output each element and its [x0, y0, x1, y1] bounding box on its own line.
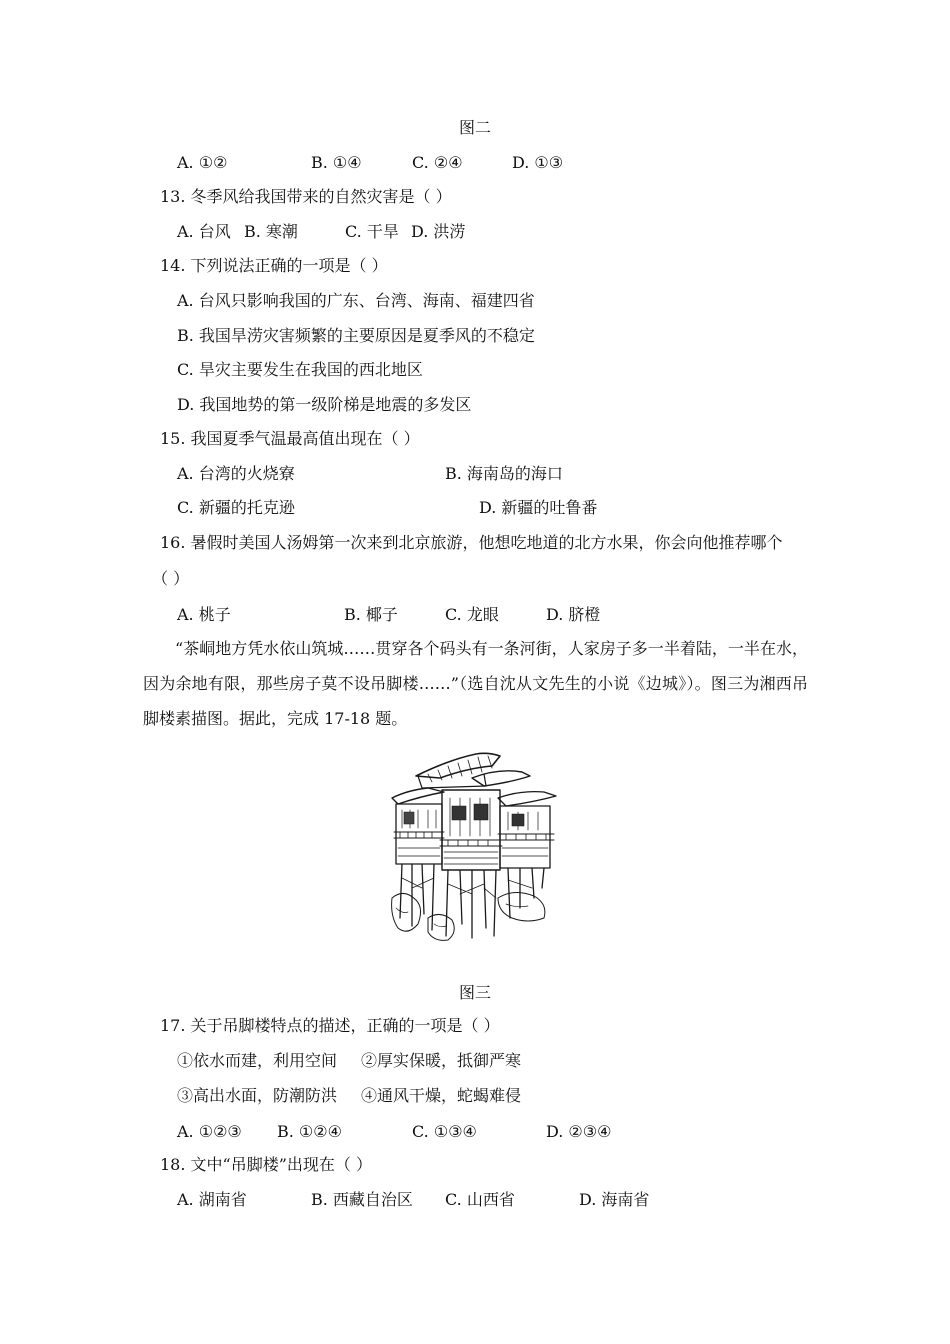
- q18-option-b: B. 西藏自治区: [311, 1190, 413, 1209]
- q16-stem: 16. 暑假时美国人汤姆第一次来到北京旅游，他想吃地道的北方水果，你会向他推荐哪个: [160, 533, 783, 552]
- q18-option-a: A. 湖南省: [177, 1190, 247, 1209]
- q13-option-d: D. 洪涝: [411, 222, 466, 241]
- q17-stem: 17. 关于吊脚楼特点的描述，正确的一项是（ ）: [160, 1016, 500, 1035]
- q15-option-b: B. 海南岛的海口: [445, 464, 563, 483]
- q16-option-a: A. 桃子: [177, 605, 231, 624]
- q15-option-c: C. 新疆的托克逊: [177, 498, 295, 517]
- figure3-caption: 图三: [458, 983, 491, 1002]
- q13-option-b: B. 寒潮: [244, 222, 298, 241]
- q18-option-c: C. 山西省: [445, 1190, 515, 1209]
- q17-option-b: B. ①②④: [277, 1122, 342, 1141]
- q14-option-c: C. 旱灾主要发生在我国的西北地区: [177, 360, 423, 379]
- q17-statement-2: ②厚实保暖，抵御严寒: [361, 1051, 522, 1070]
- q13-stem: 13. 冬季风给我国带来的自然灾害是（ ）: [160, 187, 452, 206]
- stilt-house-sketch: [388, 748, 560, 943]
- q17-statement-4: ④通风干燥，蛇蝎难侵: [361, 1086, 522, 1105]
- q17-option-a: A. ①②③: [177, 1122, 242, 1141]
- q16-stem-continued: （ ）: [152, 569, 190, 588]
- q13-option-a: A. 台风: [177, 222, 231, 241]
- q16-option-d: D. 脐橙: [546, 605, 601, 624]
- q14-stem: 14. 下列说法正确的一项是（ ）: [160, 256, 388, 275]
- q12-option-b: B. ①④: [311, 153, 362, 172]
- q18-stem: 18. 文中“吊脚楼”出现在（ ）: [160, 1155, 372, 1174]
- q17-option-d: D. ②③④: [546, 1122, 612, 1141]
- q14-option-a: A. 台风只影响我国的广东、台湾、海南、福建四省: [177, 291, 535, 310]
- q15-stem: 15. 我国夏季气温最高值出现在（ ）: [160, 429, 420, 448]
- q17-statement-3: ③高出水面，防潮防洪: [177, 1086, 338, 1105]
- q15-option-d: D. 新疆的吐鲁番: [479, 498, 598, 517]
- q17-option-c: C. ①③④: [412, 1122, 477, 1141]
- q14-option-d: D. 我国地势的第一级阶梯是地震的多发区: [177, 395, 472, 414]
- q13-option-c: C. 干旱: [345, 222, 399, 241]
- q18-option-d: D. 海南省: [579, 1190, 650, 1209]
- q12-option-c: C. ②④: [412, 153, 463, 172]
- q12-option-d: D. ①③: [512, 153, 564, 172]
- q12-option-a: A. ①②: [177, 153, 228, 172]
- q16-option-c: C. 龙眼: [445, 605, 499, 624]
- q15-option-a: A. 台湾的火烧寮: [177, 464, 295, 483]
- passage-text: “茶峒地方凭水依山筑城……贯穿各个码头有一条河街，人家房子多一半着陆，一半在水，因为余地有限，那些房子莫不设吊脚楼……”（选自沈从文先生的小说《边城》）。图三为湘西吊脚楼素描图。据此，完成 17-18 题。: [143, 639, 808, 728]
- q16-option-b: B. 椰子: [344, 605, 398, 624]
- figure2-caption: 图二: [458, 118, 491, 137]
- q14-option-b: B. 我国旱涝灾害频繁的主要原因是夏季风的不稳定: [177, 326, 535, 345]
- q17-statement-1: ①依水而建，利用空间: [177, 1051, 338, 1070]
- reading-passage: [143, 631, 808, 736]
